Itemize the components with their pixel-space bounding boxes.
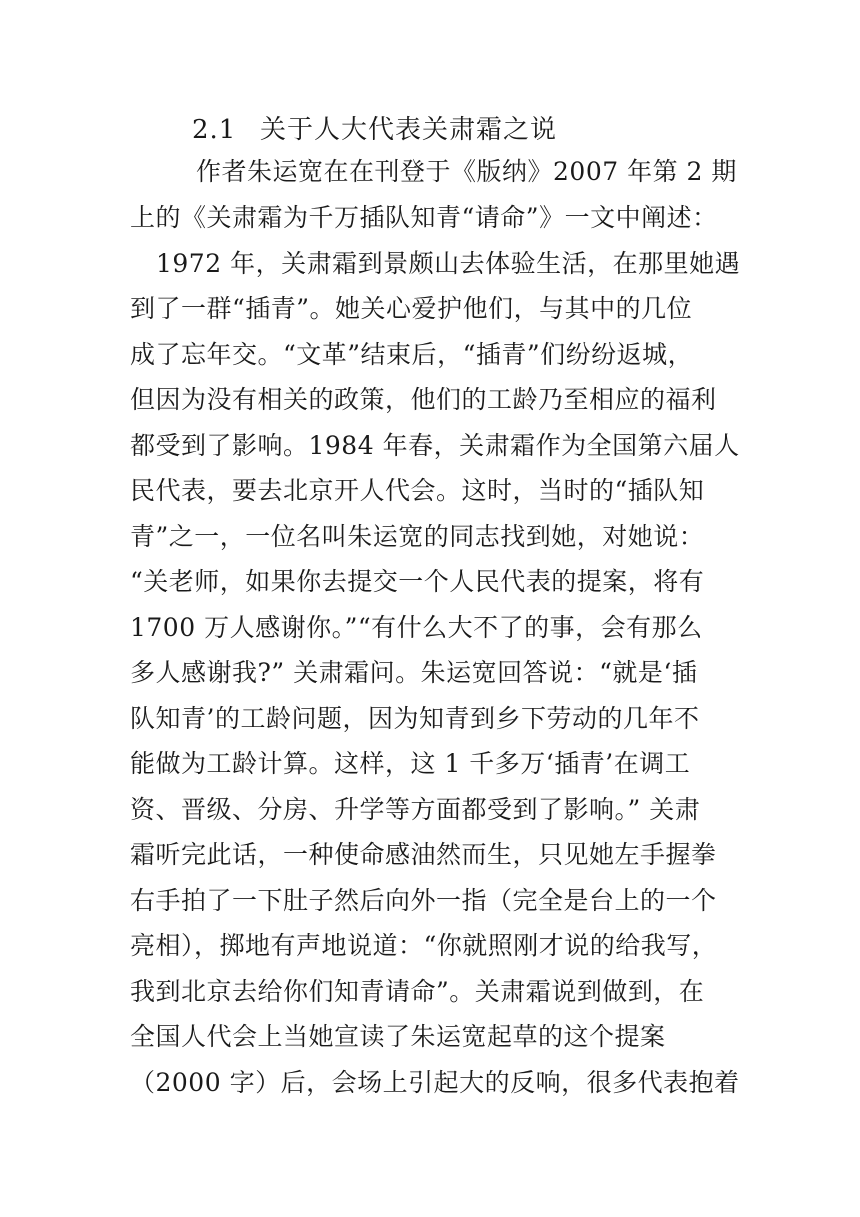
paragraph-line-21: （2000 字）后，会场上引起大的反响，很多代表抱着 [130,1068,740,1097]
paragraph-line-6: 但因为没有相关的政策，他们的工龄乃至相应的福利 [130,385,717,414]
paragraph-line-9: 青”之一，一位名叫朱运宽的同志找到她，对她说： [130,522,705,551]
paragraph-line-8: 民代表，要去北京开人代会。这时，当时的“插队知 [130,476,705,505]
section-number: 2.1 [192,115,237,145]
paragraph-line-12: 多人感谢我?” 关肃霜问。朱运宽回答说：“就是‘插 [130,658,698,687]
paragraph-line-14: 能做为工龄计算。这样，这 1 千多万‘插青’在调工 [130,749,691,778]
paragraph-line-4: 到了一群“插青”。她关心爱护他们，与其中的几位 [130,294,693,323]
paragraph-line-17: 右手拍了一下肚子然后向外一指（完全是台上的一个 [130,886,717,915]
section-heading [192,108,557,152]
paragraph-line-15: 资、晋级、分房、升学等方面都受到了影响。” 关肃 [130,795,701,824]
paragraph-line-20: 全国人代会上当她宣读了朱运宽起草的这个提案 [130,1022,666,1051]
paragraph-line-3: 1972 年，关肃霜到景颇山去体验生活，在那里她遇 [156,249,741,278]
paragraph-line-19: 我到北京去给你们知青请命”。关肃霜说到做到，在 [130,977,705,1006]
paragraph-line-18: 亮相），掷地有声地说道：“你就照刚才说的给我写， [130,931,718,960]
paragraph-line-11: 1700 万人感谢你。”“有什么大不了的事，会有那么 [130,613,703,642]
section-title: 关于人大代表关肃霜之说 [260,115,558,145]
paragraph-line-1: 作者朱运宽在在刊登于《版纳》2007 年第 2 期 [196,157,737,186]
paragraph-line-10: “关老师，如果你去提交一个人民代表的提案，将有 [130,567,705,596]
paragraph-line-5: 成了忘年交。“文革”结束后，“插青”们纷纷返城， [130,340,694,369]
paragraph-line-7: 都受到了影响。1984 年春，关肃霜作为全国第六届人 [130,431,740,460]
paragraph-line-2: 上的《关肃霜为千万插队知青“请命”》一文中阐述： [130,203,718,232]
paragraph-line-13: 队知青’的工龄问题，因为知青到乡下劳动的几年不 [130,704,700,733]
paragraph-line-16: 霜听完此话，一种使命感油然而生，只见她左手握拳 [130,840,717,869]
